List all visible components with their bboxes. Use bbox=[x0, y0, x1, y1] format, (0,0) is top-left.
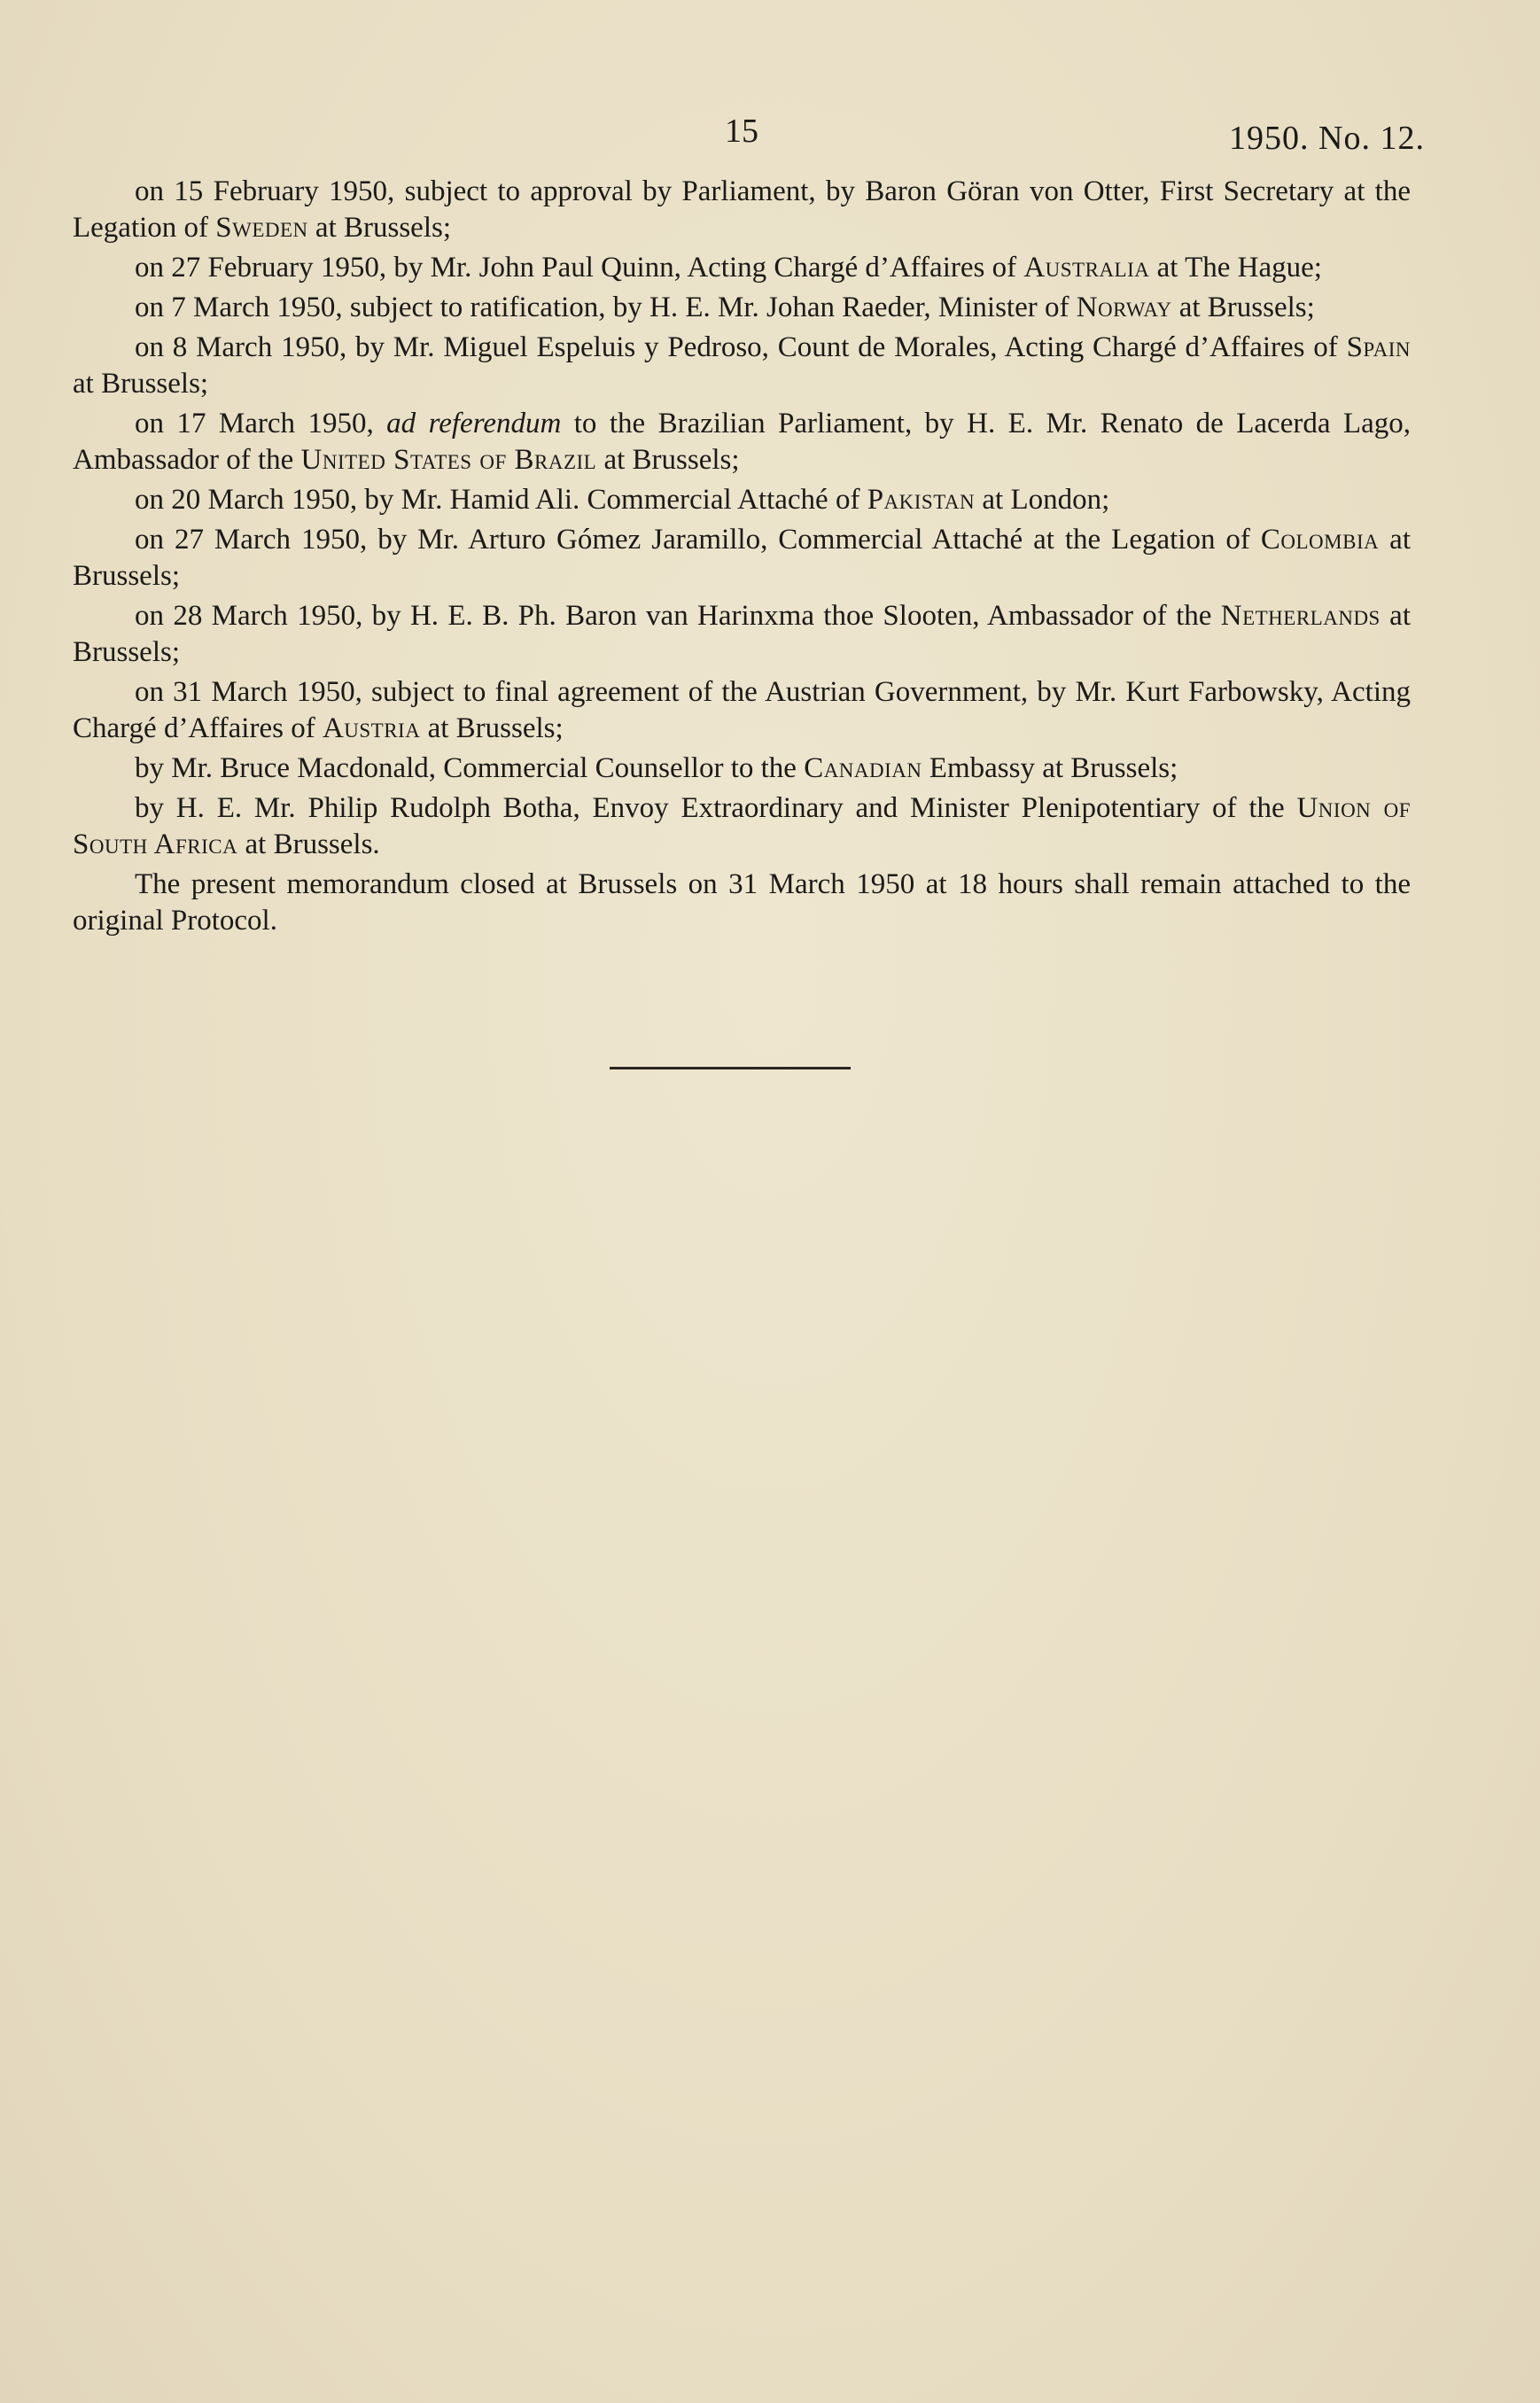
signature-entry-canada: by Mr. Bruce Macdonald, Commercial Counsellor to the Canadian Embassy at Brussels; bbox=[135, 752, 1178, 784]
signature-entry-norway: on 7 March 1950, subject to ratification, by H. E. Mr. Johan Raeder, Minister of Norway at Brussels; bbox=[135, 292, 1315, 323]
page-header bbox=[0, 112, 1540, 156]
signature-entry-colombia: on 27 March 1950, by Mr. Arturo Gómez Jaramillo, Commercial Attaché at the Legation of Colombia at Brussels; bbox=[73, 524, 1411, 592]
signature-entry-spain: on 8 March 1950, by Mr. Miguel Espeluis y Pedroso, Count de Morales, Acting Chargé d’Affaires of Spain at Brussels; bbox=[73, 331, 1411, 400]
closing-paragraph: The present memorandum closed at Brussels on 31 March 1950 at 18 hours shall remain attached to the original Protocol. bbox=[73, 868, 1411, 937]
signature-entry-austria: on 31 March 1950, subject to final agreement of the Austrian Government, by Mr. Kurt Farbowsky, Acting Chargé d’Affaires of Austria at Brussels; bbox=[73, 676, 1411, 744]
signature-entry-brazil: on 17 March 1950, ad referendum to the Brazilian Parliament, by H. E. Mr. Renato de Lacerda Lago, Ambassador of the United States of Brazil at Brussels; bbox=[73, 408, 1411, 476]
signature-entry-netherlands: on 28 March 1950, by H. E. B. Ph. Baron van Harinxma thoe Slooten, Ambassador of the Netherlands at Brussels; bbox=[73, 600, 1411, 668]
signature-entry-pakistan: on 20 March 1950, by Mr. Hamid Ali. Commercial Attaché of Pakistan at London; bbox=[135, 484, 1110, 516]
series-reference: 1950. No. 12. bbox=[1229, 120, 1425, 157]
signature-entry-sweden: on 15 February 1950, subject to approval by Parliament, by Baron Göran von Otter, First Secretary at the Legation of Sweden at Brussels; bbox=[73, 175, 1411, 244]
signature-entry-south-africa: by H. E. Mr. Philip Rudolph Botha, Envoy Extraordinary and Minister Plenipotentiary of the Union of South Africa at Brussels. bbox=[73, 792, 1411, 860]
signature-entry-australia: on 27 February 1950, by Mr. John Paul Quinn, Acting Chargé d’Affaires of Australia at The Hague; bbox=[135, 252, 1322, 284]
page-number: 15 bbox=[725, 113, 758, 150]
section-divider bbox=[610, 1067, 851, 1069]
body-text bbox=[73, 174, 1411, 943]
